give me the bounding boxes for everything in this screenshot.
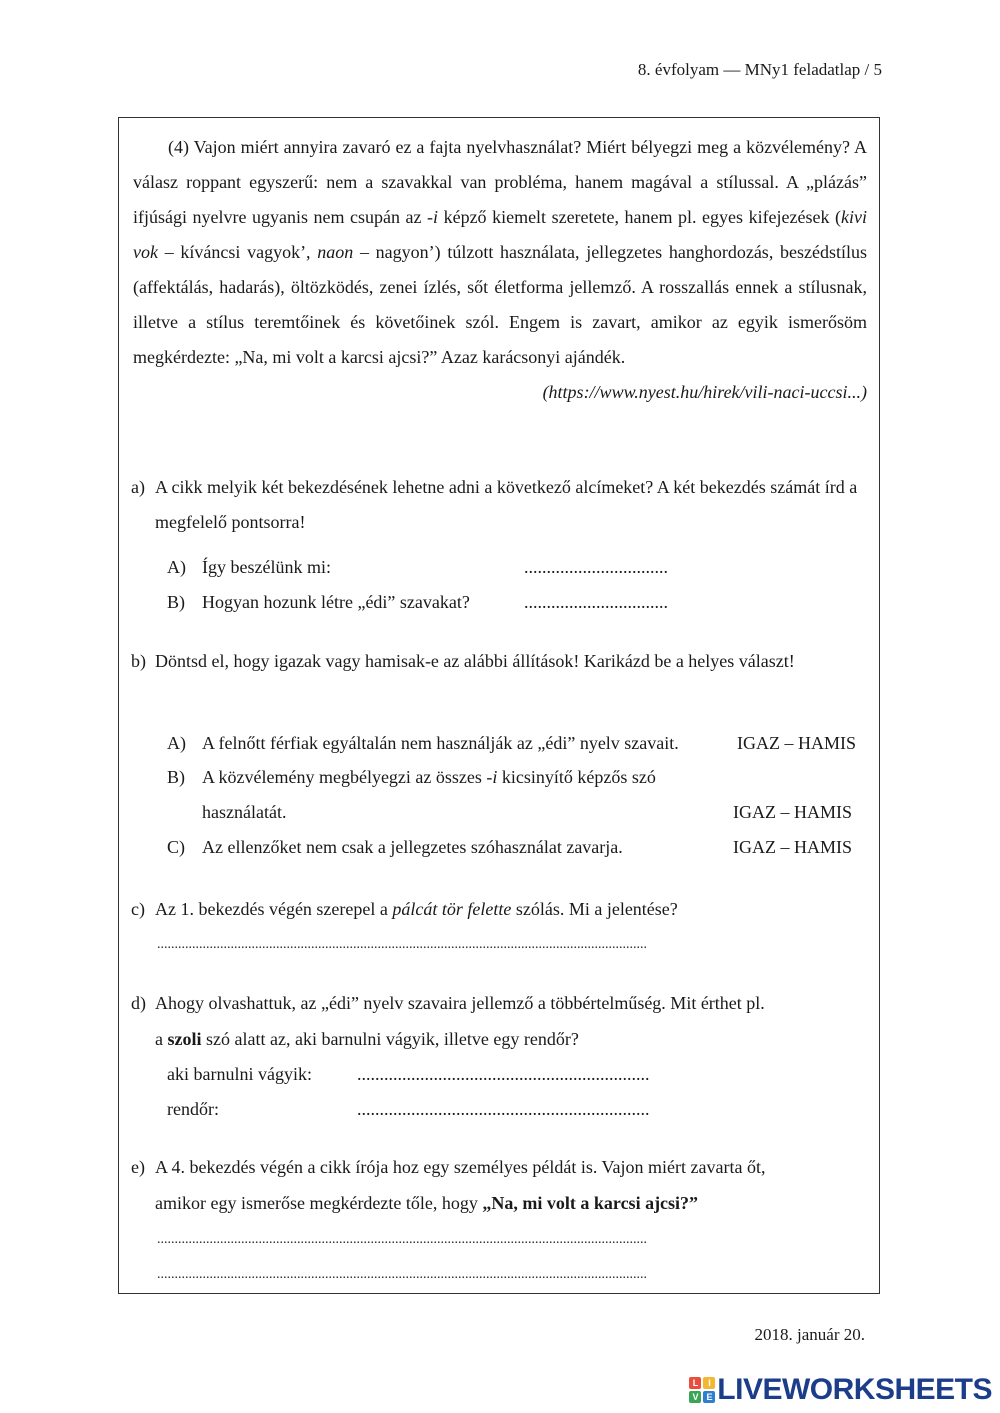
qa-item-letter: A) bbox=[167, 557, 186, 577]
question-d-text1: Ahogy olvashattuk, az „édi” nyelv szavaira jellemző a többértelműség. Mit érthet pl. bbox=[155, 993, 765, 1013]
qa-item-a bbox=[167, 557, 186, 577]
qe-quote: „Na, mi volt a karcsi ajcsi?” bbox=[482, 1193, 699, 1213]
qa-answer-b[interactable]: ................................ bbox=[524, 592, 668, 612]
qb-item-a-choice[interactable]: IGAZ – HAMIS bbox=[737, 733, 856, 753]
question-a-label: a) bbox=[131, 477, 145, 497]
question-a-text: A cikk melyik két bekezdésének lehetne adni a következő alcímeket? A két bekezdés számát írd a megfelelő pontsorra! bbox=[155, 477, 858, 532]
qa-item-b-letter: B) bbox=[167, 592, 185, 612]
logo-tile-l: L bbox=[689, 1377, 701, 1389]
article-excerpt bbox=[133, 130, 867, 410]
qd-word-szoli: szoli bbox=[167, 1029, 202, 1049]
qb-item-b-text1: A közvélemény megbélyegzi az összes bbox=[202, 767, 482, 787]
logo-icon bbox=[689, 1377, 715, 1403]
qc-text1: Az 1. bekezdés végén szerepel a bbox=[155, 899, 388, 919]
passage-text-2: képző kiemelt szeretete, hanem pl. egyes kifejezések ( bbox=[443, 207, 842, 227]
qb-item-a-letter: A) bbox=[167, 733, 186, 753]
logo-tile-i: I bbox=[703, 1377, 715, 1389]
qb-item-c-text: Az ellenzőket nem csak a jellegzetes szóhasználat zavarja. bbox=[202, 837, 623, 857]
qd-answer-2[interactable]: ................................................................. bbox=[357, 1099, 650, 1119]
qd-text2b: szó alatt az, aki barnulni vágyik, illetve egy rendőr? bbox=[206, 1029, 579, 1049]
question-e-text1: A 4. bekezdés végén a cikk írója hoz egy személyes példát is. Vajon miért zavarta őt, bbox=[155, 1157, 766, 1177]
question-c-label: c) bbox=[131, 899, 145, 919]
qc-idiom: pálcát tör felette bbox=[392, 899, 512, 919]
logo-tile-e: E bbox=[703, 1391, 715, 1403]
question-d-text2 bbox=[155, 1029, 579, 1049]
passage-text-3: – kíváncsi vagyok’, bbox=[164, 242, 311, 262]
qe-text2: amikor egy ismerőse megkérdezte tőle, hogy bbox=[155, 1193, 478, 1213]
qb-item-b-choice[interactable]: IGAZ – HAMIS bbox=[733, 802, 852, 822]
term-kivi-vok: kivi vok bbox=[133, 207, 868, 262]
qb-item-b-letter: B) bbox=[167, 767, 185, 787]
question-e-label: e) bbox=[131, 1157, 145, 1177]
qd-item-2-text: rendőr: bbox=[167, 1099, 219, 1119]
qd-answer-1[interactable]: ................................................................. bbox=[357, 1064, 650, 1084]
question-c-text bbox=[155, 899, 678, 919]
question-d-label: d) bbox=[131, 993, 146, 1013]
question-b-text: Döntsd el, hogy igazak vagy hamisak-e az alábbi állítások! Karikázd be a helyes választ! bbox=[155, 651, 795, 671]
term-naon: naon bbox=[317, 242, 354, 262]
qb-item-c-letter: C) bbox=[167, 837, 185, 857]
question-b bbox=[131, 644, 871, 679]
question-b-label: b) bbox=[131, 651, 146, 671]
qa-item-b-text: Hogyan hozunk létre „édi” szavakat? bbox=[202, 592, 470, 612]
suffix-i: -i bbox=[486, 767, 498, 787]
qc-answer-line[interactable]: ............................................................................................................................................ bbox=[157, 937, 647, 952]
brand-name: LIVEWORKSHEETS bbox=[717, 1373, 992, 1406]
passage-text-4: – nagyon’) túlzott használata, jellegzetes hanghordozás, beszédstílus (affektálás, hadarás), öltözködés, zenei ízlés, sőt életforma jellemző. A rosszallás ennek a stílusnak, illetve a stílus teremtőinek és követőinek szól. Engem is zavart, amikor az egyik ismerősöm megkérdezte: „Na, mi volt a karcsi ajcsi?” Azaz karácsonyi ajándék. bbox=[133, 242, 868, 367]
qe-answer-line-2[interactable]: ............................................................................................................................................ bbox=[157, 1267, 647, 1282]
qc-text2: szólás. Mi a jelentése? bbox=[515, 899, 678, 919]
liveworksheets-logo[interactable] bbox=[689, 1372, 992, 1408]
passage-text-1: (4) Vajon miért annyira zavaró ez a fajta nyelvhasználat? Miért bélyegzi meg a közvélemény? A válasz roppant egyszerű: nem a szavakkal van probléma, hanem magával a stílussal. A „plázás” ifjúsági nyelvre ugyanis nem csupán az bbox=[133, 137, 867, 227]
worksheet-frame bbox=[118, 117, 880, 1294]
question-e-text2 bbox=[155, 1193, 698, 1213]
source-citation: (https://www.nyest.hu/hirek/vili-naci-uccsi...) bbox=[542, 382, 867, 402]
qb-item-b-line1 bbox=[202, 767, 656, 787]
suffix-i: -i bbox=[427, 207, 439, 227]
qb-item-c-choice[interactable]: IGAZ – HAMIS bbox=[733, 837, 852, 857]
page-header: 8. évfolyam — MNy1 feladatlap / 5 bbox=[637, 60, 882, 79]
qd-text2a: a bbox=[155, 1029, 163, 1049]
qe-answer-line-1[interactable]: ............................................................................................................................................ bbox=[157, 1232, 647, 1247]
question-a bbox=[131, 470, 871, 540]
qd-item-1-text: aki barnulni vágyik: bbox=[167, 1064, 312, 1084]
qb-item-a-text: A felnőtt férfiak egyáltalán nem használják az „édi” nyelv szavait. bbox=[202, 733, 679, 753]
qb-item-b-text2: kicsinyítő képzős szó bbox=[501, 767, 656, 787]
logo-tile-v: V bbox=[689, 1391, 701, 1403]
paragraph-4 bbox=[133, 130, 867, 375]
qa-answer-a[interactable]: ................................ bbox=[524, 557, 668, 577]
footer-date: 2018. január 20. bbox=[754, 1325, 865, 1344]
qa-item-a-text: Így beszélünk mi: bbox=[202, 557, 331, 577]
qb-item-b-line2: használatát. bbox=[202, 802, 287, 822]
